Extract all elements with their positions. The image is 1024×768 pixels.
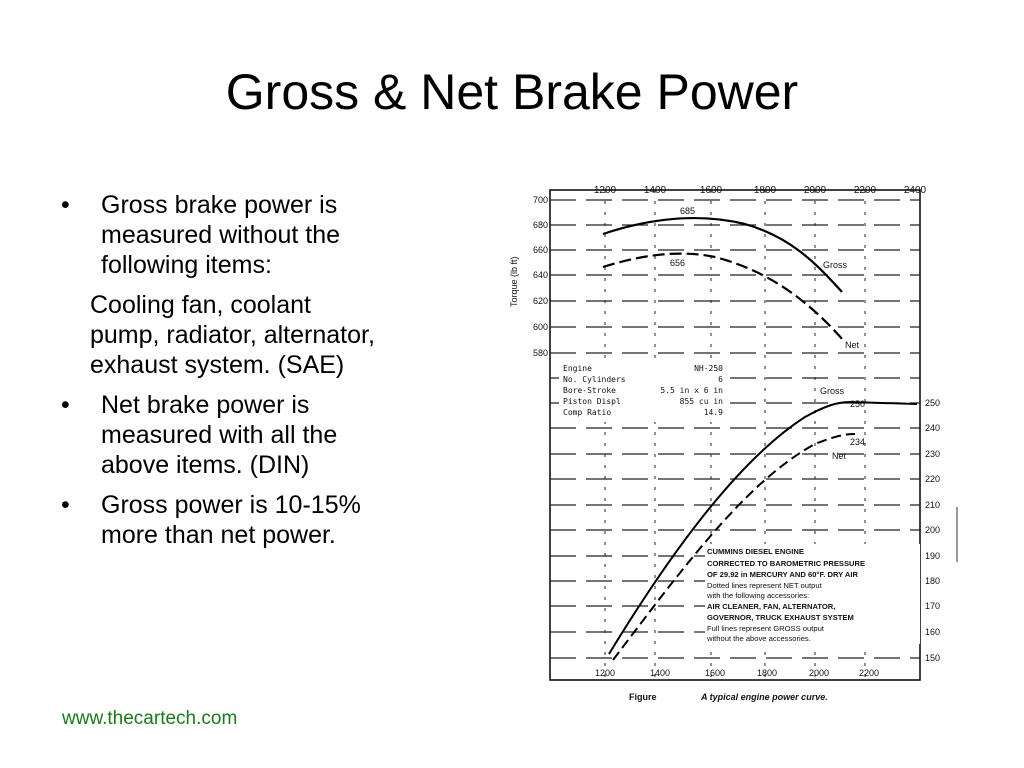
note-line: GOVERNOR, TRUCK EXHAUST SYSTEM bbox=[707, 613, 854, 622]
top-rpm-tick: 1600 bbox=[699, 185, 723, 196]
bullet-line: Net brake power is bbox=[101, 391, 310, 419]
spec-value: 6 bbox=[718, 375, 723, 384]
bottom-rpm-tick: 2200 bbox=[858, 668, 880, 678]
bottom-rpm-tick: 1600 bbox=[704, 668, 726, 678]
bullet-marker: • bbox=[61, 191, 70, 219]
top-rpm-tick: 1800 bbox=[753, 185, 777, 196]
power-tick: 220 bbox=[925, 474, 941, 484]
spec-label: No. Cylinders bbox=[563, 375, 626, 384]
bullet-net-definition bbox=[58, 390, 508, 480]
bottom-rpm-tick: 1200 bbox=[594, 668, 616, 678]
footer-url[interactable]: www.thecartech.com bbox=[62, 708, 238, 729]
bullet-line: pump, radiator, alternator, bbox=[90, 321, 375, 349]
bottom-rpm-tick: 2000 bbox=[808, 668, 830, 678]
engine-power-curve-figure bbox=[505, 182, 975, 712]
power-tick: 150 bbox=[925, 653, 941, 663]
excluded-items-text bbox=[58, 290, 508, 380]
top-rpm-tick: 2400 bbox=[903, 185, 927, 196]
note-line: CUMMINS DIESEL ENGINE bbox=[707, 547, 804, 556]
bottom-rpm-tick: 1400 bbox=[649, 668, 671, 678]
bullet-line: measured with all the bbox=[101, 421, 338, 449]
bullet-line: more than net power. bbox=[101, 521, 336, 549]
torque-tick: 680 bbox=[532, 220, 548, 230]
bullet-marker: • bbox=[61, 391, 70, 419]
figure-notes bbox=[705, 544, 920, 644]
torque-tick: 660 bbox=[532, 245, 548, 255]
bullet-line: Gross brake power is bbox=[101, 191, 338, 219]
power-tick: 240 bbox=[925, 423, 941, 433]
torque-tick: 580 bbox=[532, 348, 548, 358]
top-rpm-tick: 2200 bbox=[853, 185, 877, 196]
torque-tick: 640 bbox=[532, 270, 548, 280]
slide-title: Gross & Net Brake Power bbox=[225, 64, 799, 120]
torque-tick: 600 bbox=[532, 322, 548, 332]
power-tick: 170 bbox=[925, 601, 941, 611]
bullet-line: measured without the bbox=[101, 221, 341, 249]
torque-tick: 620 bbox=[532, 296, 548, 306]
torque-tick: 700 bbox=[532, 195, 548, 205]
note-line: CORRECTED TO BAROMETRIC PRESSURE bbox=[707, 559, 866, 568]
top-rpm-tick: 1400 bbox=[643, 185, 667, 196]
engine-spec-table bbox=[559, 362, 729, 422]
top-rpm-tick: 1200 bbox=[593, 185, 617, 196]
net-torque-label: Net bbox=[845, 340, 860, 350]
note-line: OF 29.92 in MERCURY AND 60°F. DRY AIR bbox=[707, 570, 859, 579]
power-tick: 190 bbox=[925, 551, 941, 561]
bullet-line: exhaust system. (SAE) bbox=[90, 351, 345, 379]
bullet-gross-vs-net bbox=[58, 490, 508, 550]
gross-torque-curve bbox=[603, 218, 842, 292]
net-power-label: Net bbox=[832, 451, 847, 461]
note-line: Dotted lines represent NET output bbox=[707, 581, 822, 590]
bullet-line: Cooling fan, coolant bbox=[90, 291, 311, 319]
bullet-line: Gross power is 10-15% bbox=[101, 491, 361, 519]
top-rpm-tick: 2000 bbox=[803, 185, 827, 196]
figure-caption-text: A typical engine power curve. bbox=[701, 692, 828, 702]
spec-value: 5.5 in x 6 in bbox=[660, 386, 723, 395]
peak-net-torque-label: 656 bbox=[670, 258, 686, 268]
torque-axis-label: Torque (lb ft) bbox=[509, 256, 519, 307]
spec-label: Piston Displ bbox=[563, 397, 621, 406]
power-tick: 230 bbox=[925, 449, 941, 459]
bullet-line: following items: bbox=[101, 251, 272, 279]
peak-gross-power-label: 250 bbox=[850, 399, 866, 409]
figure-caption-label: Figure bbox=[629, 692, 657, 702]
bullet-marker: • bbox=[61, 491, 70, 519]
note-line: AIR CLEANER, FAN, ALTERNATOR, bbox=[707, 602, 836, 611]
spec-label: Bore-Stroke bbox=[563, 386, 616, 395]
spec-label: Comp Ratio bbox=[563, 408, 612, 417]
spec-value: 14.9 bbox=[703, 408, 723, 417]
power-tick: 180 bbox=[925, 576, 941, 586]
power-tick: 250 bbox=[925, 398, 941, 408]
peak-net-power-label: 234 bbox=[850, 437, 866, 447]
note-line: with the following accessories: bbox=[707, 591, 810, 600]
bottom-rpm-tick: 1800 bbox=[756, 668, 778, 678]
spec-value: 855 cu in bbox=[679, 397, 723, 406]
note-line: without the above accessories. bbox=[707, 634, 811, 643]
note-line: Full lines represent GROSS output bbox=[707, 624, 824, 633]
gross-torque-label: Gross bbox=[823, 260, 848, 270]
bullet-line: above items. (DIN) bbox=[101, 451, 310, 479]
bullet-list bbox=[58, 190, 508, 550]
peak-gross-torque-label: 685 bbox=[680, 206, 696, 216]
bullet-gross-definition bbox=[58, 190, 508, 280]
spec-value: NH-250 bbox=[694, 364, 723, 373]
gross-power-label: Gross bbox=[820, 386, 845, 396]
spec-label: Engine bbox=[563, 364, 592, 373]
engine-power-curve-scan bbox=[505, 182, 975, 712]
power-tick: 160 bbox=[925, 627, 941, 637]
power-tick: 200 bbox=[925, 525, 941, 535]
power-tick: 210 bbox=[925, 500, 941, 510]
